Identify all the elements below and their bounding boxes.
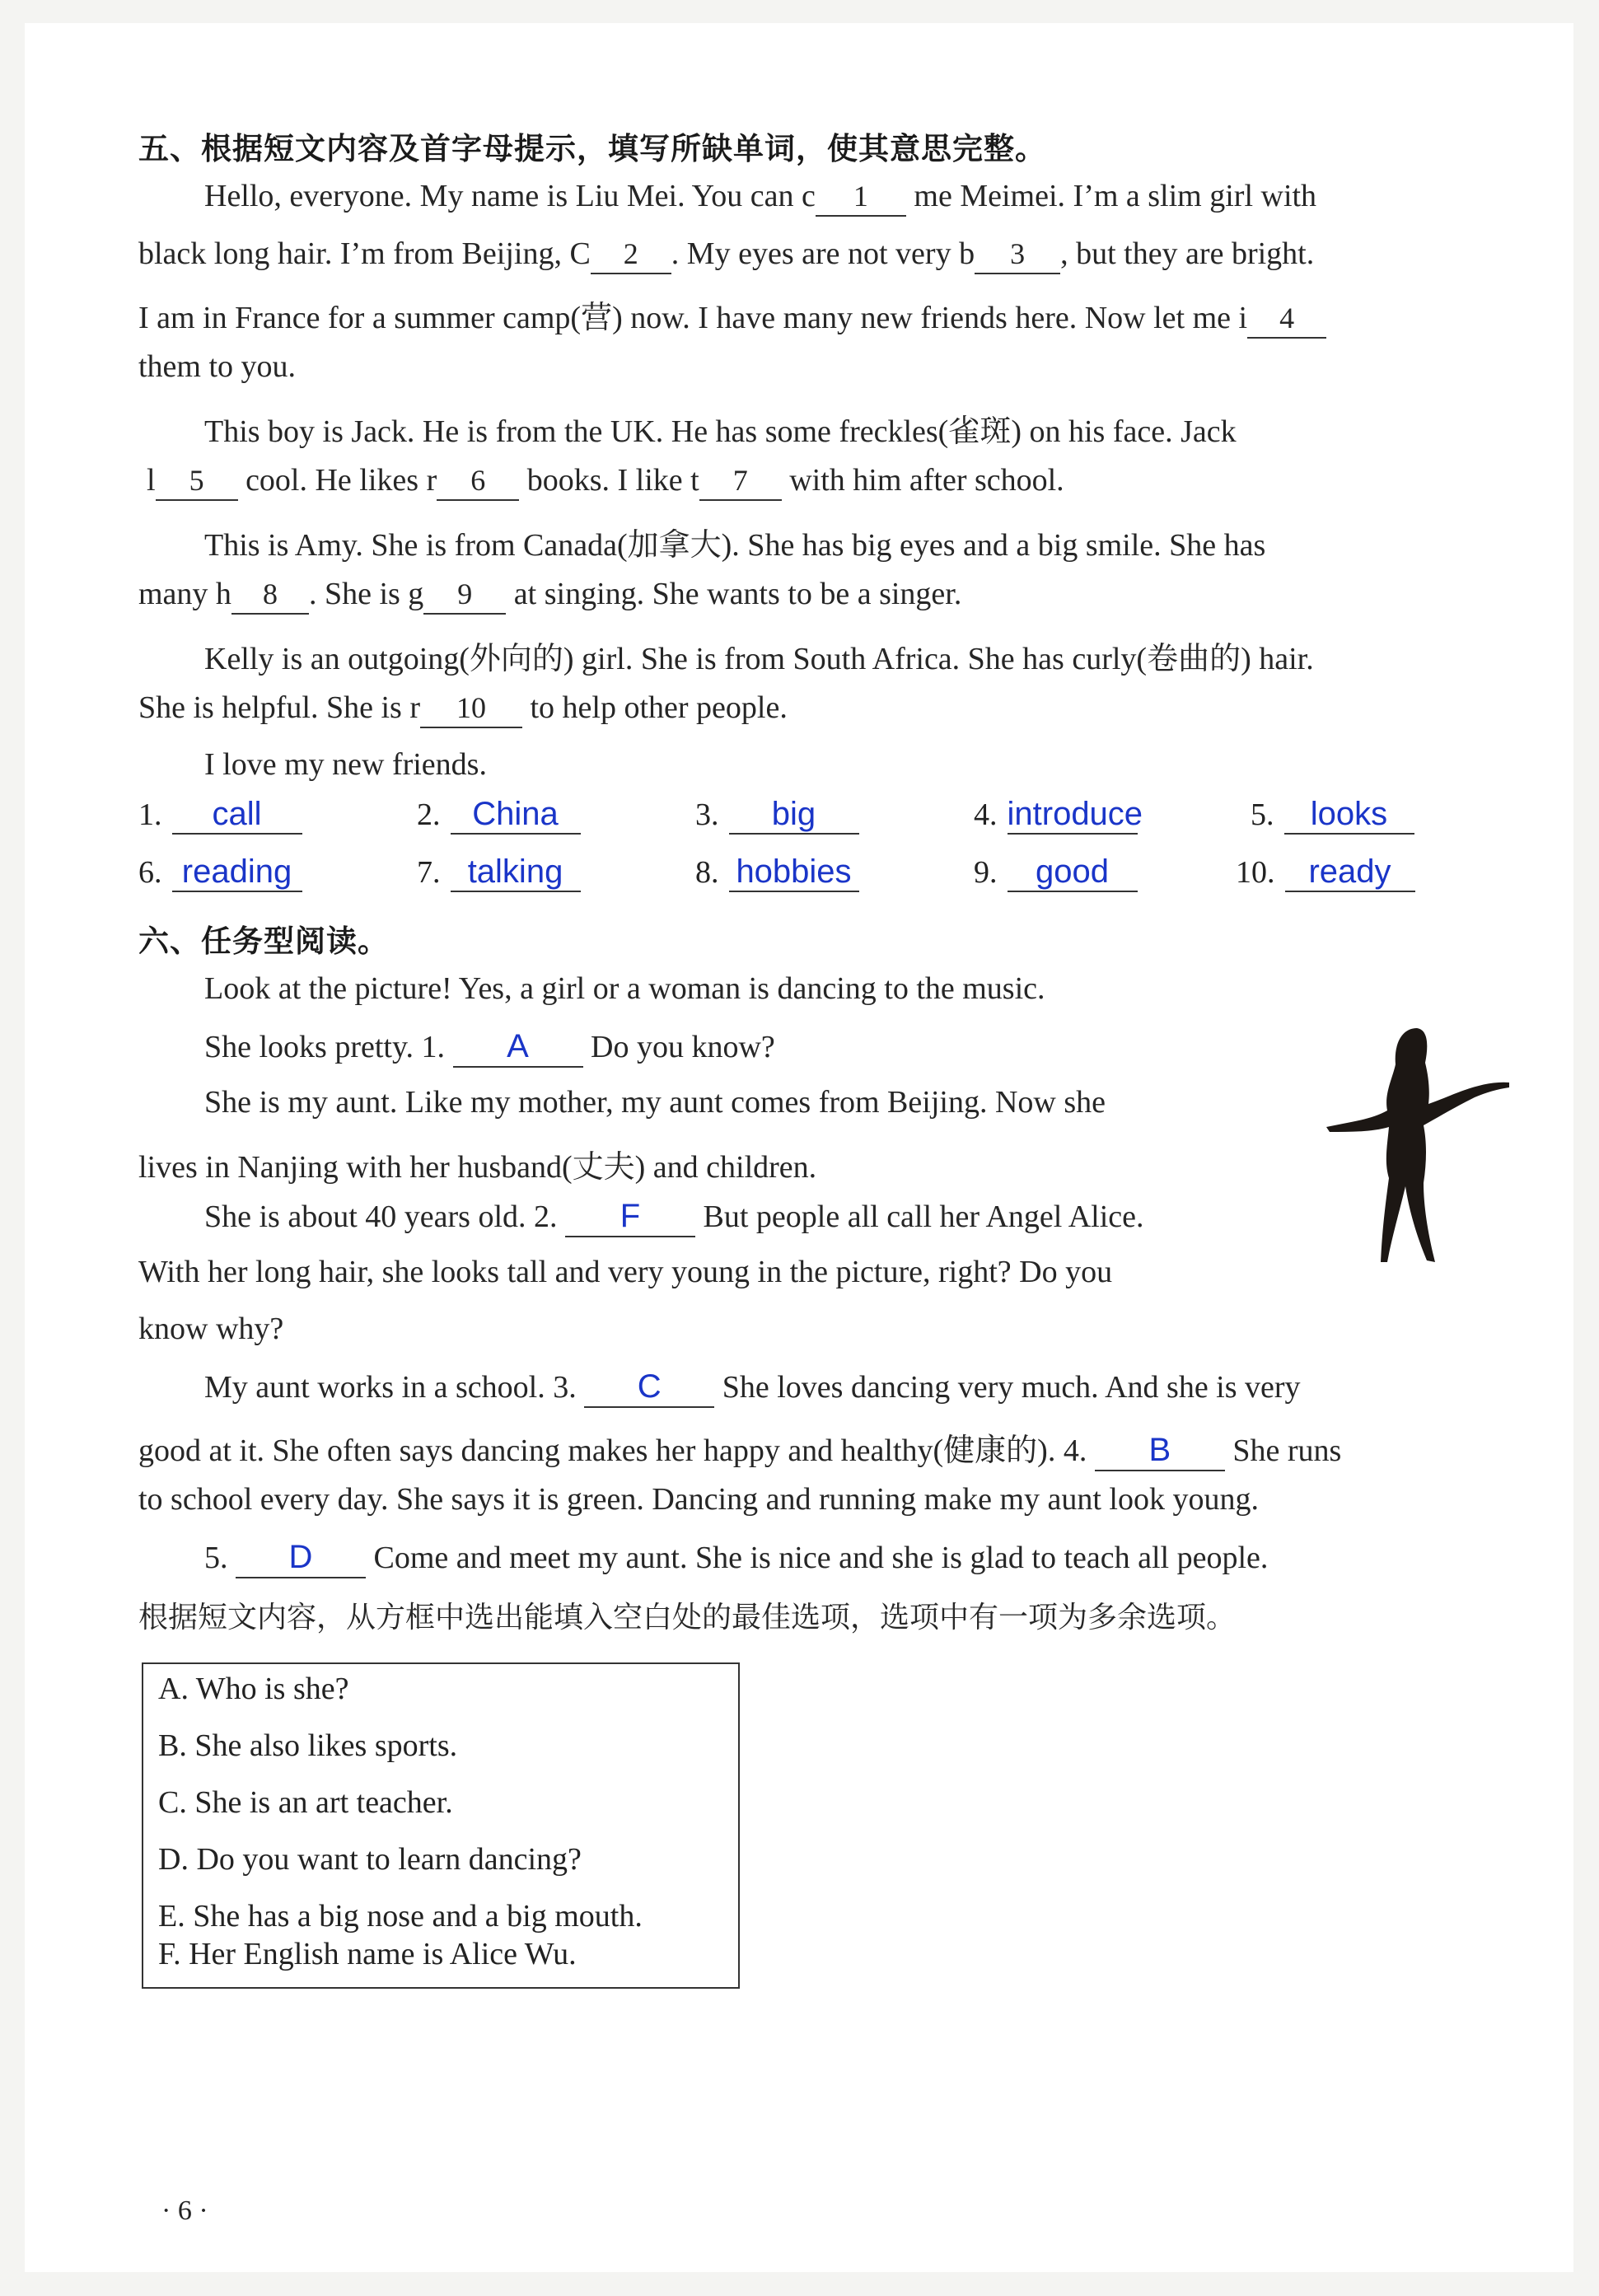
passage-text: She loves dancing very much. And she is very <box>722 1370 1301 1405</box>
passage-line: Look at the picture! Yes, a girl or a woman is dancing to the music. <box>204 971 1045 1006</box>
blank-task-4[interactable]: B <box>1095 1431 1225 1471</box>
answer-item: 3. big <box>695 796 859 835</box>
answer-box[interactable]: China <box>451 796 581 835</box>
answer-item: 4. introduce <box>974 796 1138 835</box>
section-5-heading: 五、根据短文内容及首字母提示，填写所缺单词，使其意思完整。 <box>138 131 1046 166</box>
option-d: D. Do you want to learn dancing? <box>158 1842 582 1877</box>
blank-7[interactable]: 7 <box>699 463 782 501</box>
answer-box[interactable]: call <box>172 796 302 835</box>
option-e: E. She has a big nose and a big mouth. <box>158 1899 643 1934</box>
passage-text: She is helpful. She is r <box>138 690 420 725</box>
passage-text: at singing. She wants to be a singer. <box>513 577 962 611</box>
passage-line <box>138 576 961 615</box>
option-c: C. She is an art teacher. <box>158 1785 453 1820</box>
passage-line <box>204 1027 775 1068</box>
blank-8[interactable]: 8 <box>231 577 309 615</box>
passage-line <box>138 690 788 728</box>
passage-line <box>204 178 1316 217</box>
passage-line <box>204 1197 1144 1237</box>
blank-task-2[interactable]: F <box>565 1197 695 1237</box>
answer-item: 5. looks <box>1251 796 1414 835</box>
passage-line <box>204 1538 1268 1578</box>
passage-text: cool. He likes r <box>245 463 437 498</box>
passage-text: with him after school. <box>789 463 1064 498</box>
passage-line: This boy is Jack. He is from the UK. He has some freckles(雀斑) on his face. Jack <box>204 414 1237 449</box>
passage-line: She is my aunt. Like my mother, my aunt comes from Beijing. Now she <box>204 1085 1106 1120</box>
answer-item: 8. hobbies <box>695 853 859 892</box>
option-b: B. She also likes sports. <box>158 1728 458 1763</box>
answer-item: 7. talking <box>417 853 581 892</box>
blank-10[interactable]: 10 <box>420 690 522 728</box>
blank-task-3[interactable]: C <box>584 1368 714 1408</box>
passage-line <box>138 236 1314 274</box>
blank-9[interactable]: 9 <box>423 577 506 615</box>
passage-line: lives in Nanjing with her husband(丈夫) and children. <box>138 1150 817 1185</box>
passage-text: l <box>147 463 156 498</box>
dancer-silhouette-image <box>1318 1022 1516 1269</box>
answer-item: 6. reading <box>138 853 302 892</box>
passage-text: Hello, everyone. My name is Liu Mei. You can c <box>204 179 816 213</box>
option-f: F. Her English name is Alice Wu. <box>158 1937 577 1971</box>
answer-item: 2. China <box>417 796 581 835</box>
passage-text: She looks pretty. 1. <box>204 1030 446 1064</box>
passage-text: many h <box>138 577 231 611</box>
passage-text: My aunt works in a school. 3. <box>204 1370 577 1405</box>
blank-3[interactable]: 3 <box>975 236 1060 274</box>
blank-1[interactable]: 1 <box>816 179 906 217</box>
passage-text: good at it. She often says dancing makes her happy and healthy(健康的). 4. <box>138 1433 1087 1468</box>
blank-task-1[interactable]: A <box>453 1027 583 1068</box>
section-6-heading: 六、任务型阅读。 <box>138 924 389 959</box>
passage-text: 5. <box>204 1541 228 1575</box>
passage-text: But people all call her Angel Alice. <box>703 1199 1144 1234</box>
passage-text: me Meimei. I’m a slim girl with <box>914 179 1317 213</box>
answer-box[interactable]: ready <box>1285 853 1415 892</box>
answer-box[interactable]: hobbies <box>729 853 859 892</box>
passage-line <box>138 1424 1341 1471</box>
passage-line: to school every day. She says it is green. Dancing and running make my aunt look young. <box>138 1482 1259 1517</box>
passage-line <box>147 462 1064 501</box>
passage-line: I love my new friends. <box>204 747 487 782</box>
passage-line: them to you. <box>138 349 297 384</box>
options-box <box>142 1662 740 1989</box>
passage-text: She is about 40 years old. 2. <box>204 1199 558 1234</box>
passage-text: black long hair. I’m from Beijing, C <box>138 236 591 271</box>
answer-box[interactable]: reading <box>172 853 302 892</box>
option-a: A. Who is she? <box>158 1672 349 1706</box>
passage-line: Kelly is an outgoing(外向的) girl. She is from South Africa. She has curly(卷曲的) hair. <box>204 642 1314 676</box>
answer-box[interactable]: looks <box>1284 796 1414 835</box>
passage-text: to help other people. <box>530 690 788 725</box>
passage-text: She runs <box>1232 1433 1342 1468</box>
passage-text: Come and meet my aunt. She is nice and she is glad to teach all people. <box>373 1541 1269 1575</box>
passage-line <box>138 292 1326 339</box>
answer-box[interactable]: introduce <box>1008 796 1138 835</box>
passage-text: . She is g <box>308 577 424 611</box>
answer-box[interactable]: talking <box>451 853 581 892</box>
passage-line: This is Amy. She is from Canada(加拿大). She has big eyes and a big smile. She has <box>204 528 1266 563</box>
blank-4[interactable]: 4 <box>1247 301 1326 339</box>
answer-box[interactable]: good <box>1008 853 1138 892</box>
passage-text: . My eyes are not very b <box>671 236 975 271</box>
passage-line: know why? <box>138 1312 284 1346</box>
passage-text: , but they are bright. <box>1060 236 1315 271</box>
answer-box[interactable]: big <box>729 796 859 835</box>
answer-row-2 <box>0 853 1599 903</box>
blank-task-5[interactable]: D <box>236 1538 366 1578</box>
passage-text: books. I like t <box>526 463 699 498</box>
blank-2[interactable]: 2 <box>591 236 671 274</box>
passage-line <box>204 1368 1301 1408</box>
passage-text: Do you know? <box>591 1030 775 1064</box>
answer-item: 9. good <box>974 853 1138 892</box>
task-instruction: 根据短文内容，从方框中选出能填入空白处的最佳选项，选项中有一项为多余选项。 <box>138 1601 1237 1634</box>
answer-item: 10. ready <box>1236 853 1415 892</box>
page-number: · 6 · <box>161 2195 208 2226</box>
blank-5[interactable]: 5 <box>156 463 238 501</box>
passage-text: I am in France for a summer camp(营) now. I have many new friends here. Now let me i <box>138 301 1248 335</box>
answer-row-1 <box>0 796 1599 845</box>
blank-6[interactable]: 6 <box>437 463 519 501</box>
answer-item: 1. call <box>138 796 302 835</box>
passage-line: With her long hair, she looks tall and very young in the picture, right? Do you <box>138 1255 1113 1289</box>
